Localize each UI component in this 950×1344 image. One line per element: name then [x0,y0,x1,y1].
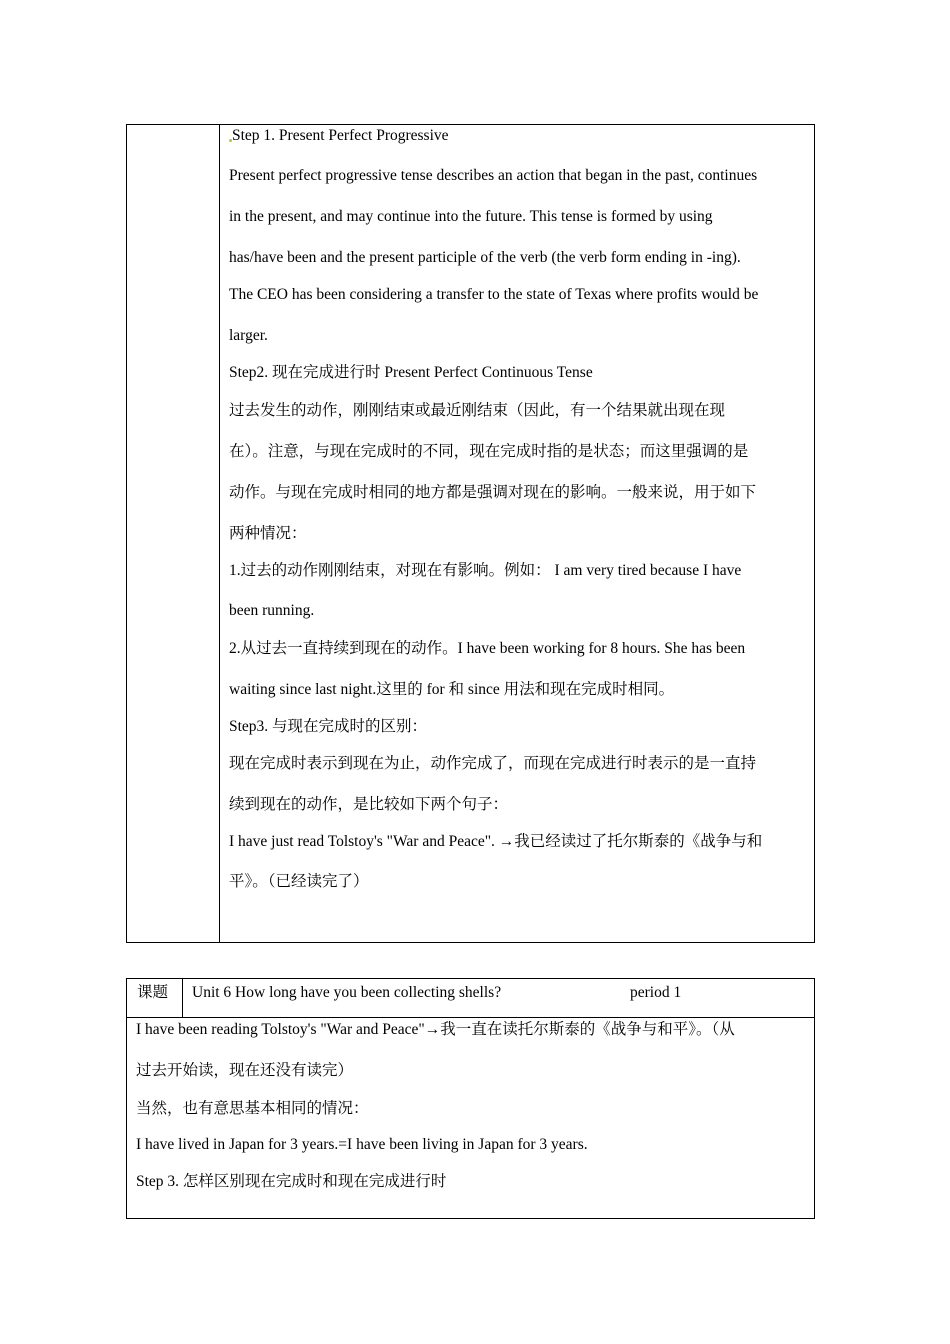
text-line: 在）。注意，与现在完成时的不同，现在完成时指的是状态；而这里强调的是 [229,443,749,460]
lesson-table-1 [126,124,815,943]
text-line: larger. [229,327,268,344]
text-line: Step 1. Present Perfect Progressive [229,126,449,146]
text-line: 续到现在的动作，是比较如下两个句子： [229,796,509,813]
table-header-row [127,979,814,1018]
text-line: Step3. 与现在完成时的区别： [229,718,428,735]
text-line: Step2. 现在完成进行时 Present Perfect Continuous Tense [229,364,593,381]
lesson-table-2 [126,978,815,1219]
table-left-column [127,125,220,942]
unit-title: Unit 6 How long have you been collecting shells? [192,984,502,1001]
text-line: has/have been and the present participle of the verb (the verb form ending in -ing). [229,249,741,266]
text-line: 平》。（已经读完了） [229,873,369,890]
text-line: The CEO has been considering a transfer to the state of Texas where profits would be [229,286,759,303]
text-line: I have lived in Japan for 3 years.=I have been living in Japan for 3 years. [136,1136,588,1153]
text-line: been running. [229,602,315,619]
text-line: Step 3. 怎样区别现在完成时和现在完成进行时 [136,1173,447,1190]
period-label: period 1 [630,984,682,1001]
text-line: 两种情况： [229,525,307,542]
text-line: I have just read Tolstoy's "War and Peace". →我已经读过了托尔斯泰的《战争与和 [229,833,763,850]
text-line: I have been reading Tolstoy's "War and Peace"→我一直在读托尔斯泰的《战争与和平》。（从 [136,1021,735,1038]
text-line: waiting since last night.这里的 for 和 since 用法和现在完成时相同。 [229,681,675,698]
text-line: 2.从过去一直持续到现在的动作。I have been working for 8 hours. She has been [229,640,746,657]
text-line: 现在完成时表示到现在为止，动作完成了，而现在完成进行时表示的是一直持 [229,755,757,772]
text-line: 过去开始读，现在还没有读完） [136,1062,354,1079]
text-line: 动作。与现在完成时相同的地方都是强调对现在的影响。一般来说，用于如下 [229,484,757,501]
topic-label: 课题 [127,979,183,1017]
text-line: Present perfect progressive tense describes an action that began in the past, continues [229,167,758,184]
text-line: 过去发生的动作，刚刚结束或最近刚结束（因此，有一个结果就出现在现 [229,402,726,419]
text-line: 当然，也有意思基本相同的情况： [136,1100,369,1117]
text-line: 1.过去的动作刚刚结束，对现在有影响。例如： I am very tired because I have [229,562,742,579]
text-line: in the present, and may continue into the future. This tense is formed by using [229,208,713,225]
